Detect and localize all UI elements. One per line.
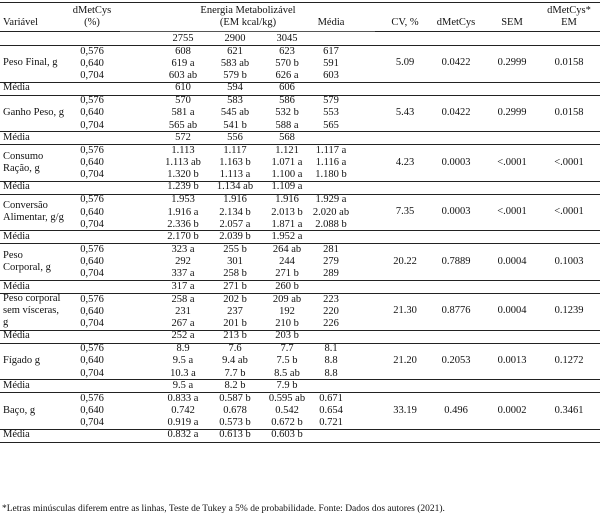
cv-value: 20.22 — [393, 255, 417, 267]
dmetcys-level: 0,640 — [80, 355, 104, 367]
row-mean: 1.116 a — [315, 156, 347, 168]
column-mean: 2.170 b — [167, 230, 199, 242]
sem-value: 0.2999 — [497, 57, 527, 69]
row-mean: 1.117 a — [315, 144, 347, 156]
table-cell: 231 — [175, 305, 191, 317]
column-mean: 0.832 a — [167, 429, 199, 441]
row-mean: 2.088 b — [315, 218, 347, 230]
row-mean: 603 — [323, 69, 339, 81]
variable-label: Corporal, g — [3, 261, 51, 273]
p-dmetcys-value: 0.0422 — [441, 106, 471, 118]
table-cell: 244 — [279, 256, 295, 268]
variable-label: Peso corporal — [3, 293, 61, 305]
p-dmetcys-value: 0.7889 — [441, 255, 471, 267]
dmetcys-level: 0,704 — [80, 218, 104, 230]
table-cell: 623 — [279, 45, 295, 57]
column-mean: 2.039 b — [219, 230, 251, 242]
table-cell: 0.672 b — [271, 417, 303, 429]
dmetcys-level: 0,704 — [80, 119, 104, 131]
column-mean: 0.603 b — [271, 429, 303, 441]
table-cell: 1.113 a — [219, 169, 251, 181]
column-mean: 203 b — [275, 330, 299, 342]
dmetcys-level: 0,576 — [80, 392, 104, 404]
sem-value: <.0001 — [497, 206, 527, 218]
cv-value: 5.09 — [395, 57, 415, 69]
table-cell: 271 b — [275, 268, 299, 280]
table-cell: 581 a — [171, 107, 195, 119]
header-energy-unit: (EM kcal/kg) — [219, 17, 277, 28]
row-mean: 2.020 ab — [312, 206, 350, 218]
p-interaction-value: <.0001 — [554, 156, 584, 168]
table-cell: 532 b — [275, 107, 299, 119]
table-cell: 255 b — [223, 243, 247, 255]
table-cell: 619 a — [171, 57, 195, 69]
row-mean: 226 — [323, 317, 339, 329]
dmetcys-level: 0,576 — [80, 293, 104, 305]
dmetcys-level: 0,704 — [80, 417, 104, 429]
em-level-3045: 3045 — [276, 33, 298, 44]
header-interaction-em: EM — [561, 17, 577, 28]
cv-value: 21.20 — [393, 354, 417, 366]
column-mean: 572 — [175, 131, 191, 143]
column-mean: 1.109 a — [271, 181, 303, 193]
table-cell: 7.5 b — [276, 355, 298, 367]
row-mean: 565 — [323, 119, 339, 131]
column-mean: 594 — [227, 82, 243, 94]
variable-label: Ração, g — [3, 162, 40, 174]
p-interaction-value: 0.1272 — [554, 354, 584, 366]
sem-value: 0.0004 — [497, 305, 527, 317]
header-cv: CV, % — [391, 17, 419, 28]
dmetcys-level: 0,640 — [80, 404, 104, 416]
em-level-2900: 2900 — [224, 33, 246, 44]
row-mean: 8.1 — [324, 343, 338, 355]
table-cell: 586 — [279, 95, 295, 107]
table-cell: 202 b — [223, 293, 247, 305]
column-mean: 9.5 a — [172, 379, 194, 391]
column-mean: 260 b — [275, 280, 299, 292]
dmetcys-level: 0,704 — [80, 69, 104, 81]
column-mean: 1.134 ab — [216, 181, 254, 193]
table-cell: 1.916 a — [167, 206, 199, 218]
column-mean: 213 b — [223, 330, 247, 342]
column-mean: 271 b — [223, 280, 247, 292]
cv-value: 21.30 — [393, 305, 417, 317]
cv-value: 4.23 — [395, 156, 415, 168]
header-sem: SEM — [501, 17, 523, 28]
table-cell: 7.7 b — [224, 367, 246, 379]
cv-value: 5.43 — [395, 106, 415, 118]
table-cell: 583 ab — [220, 57, 250, 69]
header-p-dmetcys: dMetCys — [436, 17, 476, 28]
sem-value: <.0001 — [497, 156, 527, 168]
table-cell: 258 b — [223, 268, 247, 280]
cv-value: 33.19 — [393, 404, 417, 416]
table-cell: 1.071 a — [271, 156, 303, 168]
table-cell: 1.113 — [171, 144, 195, 156]
row-mean: 553 — [323, 107, 339, 119]
table-cell: 1.163 b — [219, 156, 251, 168]
sem-value: 0.2999 — [497, 106, 527, 118]
p-interaction-value: 0.3461 — [554, 404, 584, 416]
p-dmetcys-value: 0.0422 — [441, 57, 471, 69]
p-dmetcys-value: 0.0003 — [441, 206, 471, 218]
table-cell: 621 — [227, 45, 243, 57]
footnote: *Letras minúsculas diferem entre as linhas, Teste de Tukey a 5% de probabilidade. Fonte: Dados dos autores (2021). — [2, 504, 445, 514]
table-cell: 2.134 b — [219, 206, 251, 218]
row-mean: 220 — [323, 305, 339, 317]
table-cell: 9.5 a — [172, 355, 194, 367]
row-mean: 579 — [323, 95, 339, 107]
row-mean: 281 — [323, 243, 339, 255]
table-cell: 570 b — [275, 57, 299, 69]
p-dmetcys-value: 0.0003 — [441, 156, 471, 168]
table-cell: 1.916 — [223, 194, 247, 206]
table-cell: 2.336 b — [167, 218, 199, 230]
table-cell: 337 a — [171, 268, 195, 280]
dmetcys-level: 0,704 — [80, 317, 104, 329]
dmetcys-level: 0,640 — [80, 107, 104, 119]
table-cell: 583 — [227, 95, 243, 107]
sem-value: 0.0013 — [497, 354, 527, 366]
table-cell: 1.916 — [275, 194, 299, 206]
row-mean: 0.671 — [319, 392, 343, 404]
dmetcys-level: 0,640 — [80, 156, 104, 168]
column-mean: 568 — [279, 131, 295, 143]
table-cell: 2.057 a — [219, 218, 251, 230]
column-mean: 8.2 b — [224, 379, 246, 391]
dmetcys-level: 0,576 — [80, 45, 104, 57]
table-cell: 545 ab — [220, 107, 250, 119]
table-cell: 323 a — [171, 243, 195, 255]
table-cell: 541 b — [223, 119, 247, 131]
row-mean: 8.8 — [324, 355, 338, 367]
table-cell: 301 — [227, 256, 243, 268]
variable-label: Conversão — [3, 200, 48, 212]
table-cell: 0.678 — [223, 404, 247, 416]
p-interaction-value: 0.0158 — [554, 106, 584, 118]
dmetcys-level: 0,640 — [80, 57, 104, 69]
dmetcys-level: 0,704 — [80, 367, 104, 379]
table-cell: 237 — [227, 305, 243, 317]
table-cell: 0.573 b — [219, 417, 251, 429]
sem-value: 0.0004 — [497, 255, 527, 267]
p-interaction-value: 0.1239 — [554, 305, 584, 317]
mean-row-label: Média — [3, 82, 30, 94]
dmetcys-level: 0,576 — [80, 95, 104, 107]
table-cell: 1.320 b — [167, 169, 199, 181]
table-cell: 626 a — [275, 69, 299, 81]
mean-row-label: Média — [3, 429, 30, 441]
column-mean: 317 a — [171, 280, 195, 292]
variable-label: Alimentar, g/g — [3, 212, 64, 224]
column-mean: 1.239 b — [167, 181, 199, 193]
mean-row-label: Média — [3, 230, 30, 242]
column-mean: 606 — [279, 82, 295, 94]
variable-label: sem vísceras, — [3, 305, 59, 317]
table-cell: 210 b — [275, 317, 299, 329]
p-dmetcys-value: 0.2053 — [441, 354, 471, 366]
mean-row-label: Média — [3, 330, 30, 342]
dmetcys-level: 0,704 — [80, 169, 104, 181]
table-cell: 570 — [175, 95, 191, 107]
table-cell: 201 b — [223, 317, 247, 329]
p-interaction-value: 0.0158 — [554, 57, 584, 69]
dmetcys-level: 0,704 — [80, 268, 104, 280]
column-mean: 252 a — [171, 330, 195, 342]
header-dmetcys: dMetCys — [72, 5, 112, 16]
dmetcys-level: 0,640 — [80, 256, 104, 268]
column-mean: 0.613 b — [219, 429, 251, 441]
cv-value: 7.35 — [395, 206, 415, 218]
p-interaction-value: 0.1003 — [554, 255, 584, 267]
row-mean: 0.654 — [319, 404, 343, 416]
table-cell: 209 ab — [272, 293, 302, 305]
table-cell: 2.013 b — [271, 206, 303, 218]
table-cell: 0.742 — [171, 404, 195, 416]
row-mean: 8.8 — [324, 367, 338, 379]
table-cell: 1.953 — [171, 194, 195, 206]
table-cell: 588 a — [275, 119, 299, 131]
row-mean: 0.721 — [319, 417, 343, 429]
table-cell: 7.7 — [280, 343, 294, 355]
dmetcys-level: 0,576 — [80, 243, 104, 255]
variable-label: Fígado g — [3, 354, 41, 366]
table-cell: 9.4 ab — [222, 355, 248, 367]
variable-label: Peso Final, g — [3, 57, 58, 69]
table-cell: 1.113 ab — [165, 156, 201, 168]
variable-label: Ganho Peso, g — [3, 106, 64, 118]
p-dmetcys-value: 0.496 — [444, 404, 468, 416]
table-cell: 0.833 a — [167, 392, 199, 404]
dmetcys-level: 0,640 — [80, 305, 104, 317]
mean-row-label: Média — [3, 181, 30, 193]
mean-row-label: Média — [3, 280, 30, 292]
p-interaction-value: <.0001 — [554, 206, 584, 218]
table-cell: 8.5 ab — [274, 367, 300, 379]
header-interaction: dMetCys* — [547, 5, 591, 16]
variable-label: Consumo — [3, 150, 44, 162]
variable-label: Baço, g — [3, 404, 36, 416]
table-cell: 192 — [279, 305, 295, 317]
table-cell: 0.542 — [275, 404, 299, 416]
table-cell: 603 ab — [168, 69, 198, 81]
row-mean: 223 — [323, 293, 339, 305]
table-cell: 1.121 — [275, 144, 299, 156]
column-mean: 610 — [175, 82, 191, 94]
table-cell: 579 b — [223, 69, 247, 81]
table-cell: 258 a — [171, 293, 195, 305]
table-cell: 0.919 a — [167, 417, 199, 429]
table-cell: 10.3 a — [170, 367, 196, 379]
header-energy: Energia Metabolizável — [200, 5, 296, 16]
header-dmetcys-unit: (%) — [84, 17, 100, 28]
table-cell: 0.587 b — [219, 392, 251, 404]
table-cell: 565 ab — [168, 119, 198, 131]
sem-value: 0.0002 — [497, 404, 527, 416]
row-mean: 279 — [323, 256, 339, 268]
table-cell: 1.871 a — [271, 218, 303, 230]
table-cell: 7.6 — [228, 343, 242, 355]
table-cell: 264 ab — [272, 243, 302, 255]
mean-row-label: Média — [3, 379, 30, 391]
row-mean: 617 — [323, 45, 339, 57]
table-cell: 8.9 — [176, 343, 190, 355]
dmetcys-level: 0,576 — [80, 343, 104, 355]
variable-label: Peso — [3, 249, 23, 261]
p-dmetcys-value: 0.8776 — [441, 305, 471, 317]
variable-label: g — [3, 317, 9, 329]
table-cell: 608 — [175, 45, 191, 57]
table-cell: 1.100 a — [271, 169, 303, 181]
header-mean: Média — [317, 17, 345, 28]
table-cell: 267 a — [171, 317, 195, 329]
mean-row-label: Média — [3, 131, 30, 143]
em-level-2755: 2755 — [172, 33, 194, 44]
row-mean: 289 — [323, 268, 339, 280]
table-cell: 0.595 ab — [268, 392, 306, 404]
dmetcys-level: 0,640 — [80, 206, 104, 218]
row-mean: 1.929 a — [315, 194, 347, 206]
dmetcys-level: 0,576 — [80, 194, 104, 206]
table-cell: 1.117 — [223, 144, 247, 156]
column-mean: 1.952 a — [271, 230, 303, 242]
column-mean: 7.9 b — [276, 379, 298, 391]
table-cell: 292 — [175, 256, 191, 268]
column-mean: 556 — [227, 131, 243, 143]
header-variable: Variável — [3, 17, 38, 28]
row-mean: 1.180 b — [315, 169, 347, 181]
row-mean: 591 — [323, 57, 339, 69]
dmetcys-level: 0,576 — [80, 144, 104, 156]
